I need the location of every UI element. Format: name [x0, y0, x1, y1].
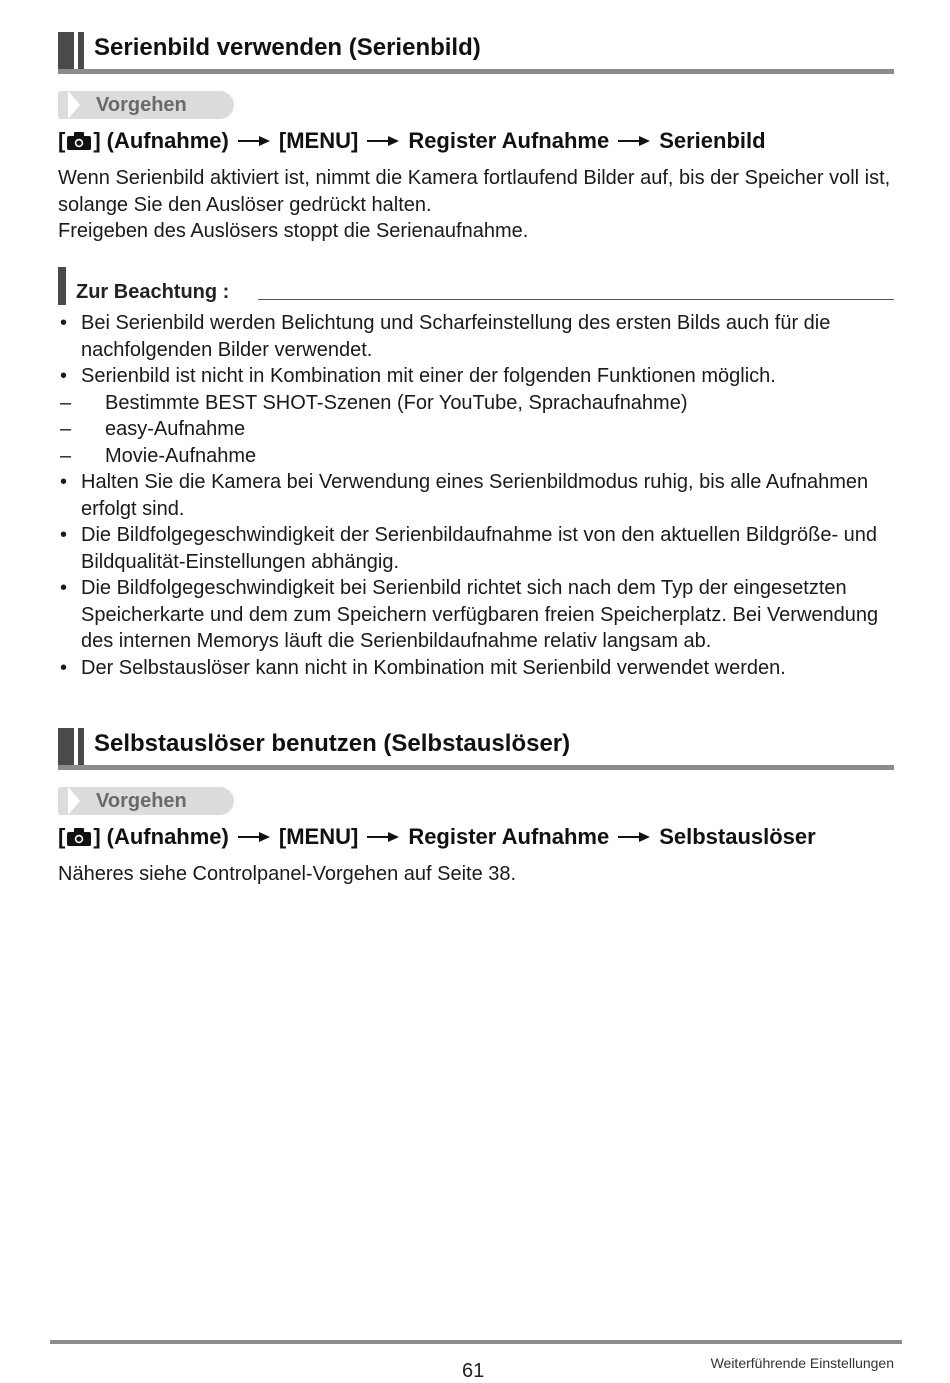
- section-header-selbstausloeser: [58, 728, 894, 770]
- header-bar-thin: [78, 728, 84, 766]
- header-bar-block: [58, 32, 74, 70]
- procedure-step-target: Selbstauslöser: [659, 824, 816, 849]
- arrow-right-icon: [617, 830, 651, 844]
- chapter-label: Weiterführende Einstellungen: [710, 1355, 894, 1371]
- note-label: Zur Beachtung :: [76, 281, 230, 303]
- list-item: • Serienbild ist nicht in Kombination mit einer der folgenden Funktionen möglich.: [60, 365, 776, 387]
- list-subitem: – Bestimmte BEST SHOT-Szenen (For YouTube, Sprachaufnahme): [60, 391, 688, 414]
- pill-arrow-icon: [68, 91, 80, 119]
- section-title: Serienbild verwenden (Serienbild): [94, 34, 481, 61]
- list-item: • Bei Serienbild werden Belichtung und Scharfeinstellung des ersten Bilds auch für die nachfolgenden Bilder verwendet.: [60, 312, 831, 361]
- list-item: • Die Bildfolgegeschwindigkeit der Serienbildaufnahme ist von den aktuellen Bildgröße- und Bildqualität-Einstellungen abhängig.: [60, 524, 878, 573]
- header-underline: [58, 765, 894, 770]
- page-number: 61: [462, 1360, 485, 1382]
- note-bar: [58, 267, 66, 305]
- procedure-step-aufnahme: (Aufnahme): [106, 128, 229, 153]
- notes-list: [58, 310, 894, 681]
- procedure-pill: [58, 91, 234, 119]
- list-subitem: – Movie-Aufnahme: [60, 444, 257, 467]
- bracket-open: [: [58, 128, 66, 153]
- pill-arrow-icon: [68, 787, 80, 815]
- section-title: Selbstauslöser benutzen (Selbstauslöser): [94, 730, 571, 757]
- procedure-step-target: Serienbild: [659, 128, 766, 153]
- section-header-serienbild: [58, 32, 894, 74]
- description-paragraph: Wenn Serienbild aktiviert ist, nimmt die Kamera fortlaufend Bilder auf, bis der Speicher voll ist, solange Sie den Auslöser gedrückt halten.: [58, 167, 891, 216]
- bracket-close: ]: [93, 128, 101, 153]
- bracket-open: [: [58, 824, 66, 849]
- list-item: • Der Selbstauslöser kann nicht in Kombination mit Serienbild verwendet werden.: [60, 656, 786, 679]
- procedure-step-menu: [MENU]: [278, 128, 359, 153]
- arrow-right-icon: [617, 134, 651, 148]
- procedure-step-menu: [MENU]: [278, 824, 359, 849]
- list-item: • Halten Sie die Kamera bei Verwendung eines Serienbildmodus ruhig, bis alle Aufnahmen erfolgt sind.: [60, 471, 869, 520]
- pill-label: Vorgehen: [96, 94, 187, 116]
- section-description: [58, 165, 894, 245]
- pill-label: Vorgehen: [96, 790, 187, 812]
- header-bar-thin: [78, 32, 84, 70]
- list-subitem: – easy-Aufnahme: [60, 418, 246, 440]
- description-paragraph: Freigeben des Auslösers stoppt die Serienaufnahme.: [58, 220, 529, 242]
- note-header: [58, 267, 894, 307]
- footer-rule: [50, 1340, 902, 1344]
- header-bar-block: [58, 728, 74, 766]
- section-description: [58, 861, 894, 888]
- note-rule: [258, 299, 894, 300]
- list-item: • Die Bildfolgegeschwindigkeit bei Serienbild richtet sich nach dem Typ der eingesetzten Speicherkarte und dem zum Speichern verfügbaren freien Speicherplatz. Bei Verwendung des internen Memorys läuft die Serienbildaufnahme relativ langsam ab.: [60, 577, 879, 652]
- procedure-step-register: Register Aufnahme: [408, 128, 610, 153]
- procedure-step-register: Register Aufnahme: [408, 824, 610, 849]
- camera-icon: [66, 827, 92, 847]
- arrow-right-icon: [237, 830, 271, 844]
- description-paragraph: Näheres siehe Controlpanel-Vorgehen auf Seite 38.: [58, 863, 517, 885]
- camera-icon: [66, 131, 92, 151]
- arrow-right-icon: [237, 134, 271, 148]
- header-underline: [58, 69, 894, 74]
- procedure-path: [58, 128, 766, 154]
- arrow-right-icon: [366, 134, 400, 148]
- procedure-pill: [58, 787, 234, 815]
- procedure-step-aufnahme: (Aufnahme): [106, 824, 229, 849]
- bracket-close: ]: [93, 824, 101, 849]
- arrow-right-icon: [366, 830, 400, 844]
- procedure-path: [58, 824, 816, 850]
